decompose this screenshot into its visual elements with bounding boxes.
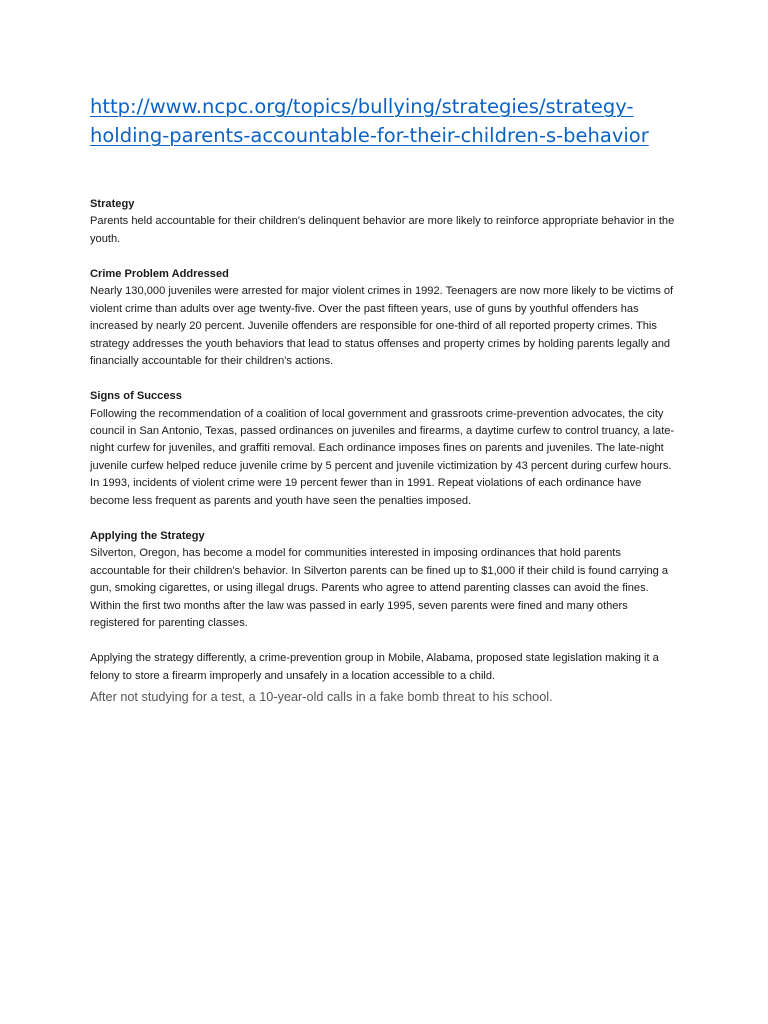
- extra-paragraph: Applying the strategy differently, a crime-prevention group in Mobile, Alabama, proposed state legislation making it a felony to store a firearm improperly and unsafely in a location accessible to a child.: [90, 652, 659, 682]
- section-applying-strategy: [90, 528, 678, 632]
- section-strategy: [90, 196, 678, 248]
- section-signs-of-success: [90, 388, 678, 510]
- section-paragraph: Nearly 130,000 juveniles were arrested for major violent crimes in 1992. Teenagers are now more likely to be victims of violent crime than adults over age twenty-five. Over the past fifteen years, use of guns by youthful offenders has increased by nearly 20 percent. Juvenile offenders are responsible for one-third of all reported property crimes. This strategy addresses the youth behaviors that lead to status offenses and property crimes by holding parents legally and financially accountable for their children's actions.: [90, 285, 674, 368]
- section-paragraph: Parents held accountable for their children's delinquent behavior are more likely to reinforce appropriate behavior in the youth.: [90, 215, 675, 245]
- section-heading: Strategy: [90, 198, 135, 210]
- section-paragraph: Following the recommendation of a coalition of local government and grassroots crime-prevention advocates, the city council in San Antonio, Texas, passed ordinances on juveniles and firearms, a daytime curfew to control truancy, a late-night curfew for juveniles, and graffiti removal. Each ordinance imposes fines on parents and juveniles. The late-night juvenile curfew helped reduce juvenile crime by 5 percent and juvenile victimization by 43 percent during curfew hours. In 1993, incidents of violent crime were 19 percent fewer than in 1991. Repeat violations of each ordinance have become less frequent as parents and youth have seen the penalties imposed.: [90, 407, 675, 507]
- section-crime-problem: [90, 266, 678, 370]
- section-heading: Crime Problem Addressed: [90, 268, 229, 281]
- section-heading: Applying the Strategy: [90, 529, 205, 542]
- section-heading: Signs of Success: [90, 390, 182, 403]
- section-paragraph: Silverton, Oregon, has become a model for communities interested in imposing ordinances that hold parents accountable for their children's behavior. In Silverton parents can be fined up to $1,000 if their child is found carrying a gun, smoking cigarettes, or using illegal drugs. Parents who agree to attend parenting classes can avoid the fines. Within the first two months after the law was passed in early 1995, seven parents were fined and many others registered for parenting classes.: [90, 547, 669, 629]
- article-body: [90, 196, 678, 703]
- source-url-link[interactable]: http://www.ncpc.org/topics/bullying/strategies/strategy-holding-parents-accountable-for-their-children-s-behavior: [90, 95, 649, 147]
- section-extra: [90, 650, 678, 685]
- closing-line: After not studying for a test, a 10-year-old calls in a fake bomb threat to his school.: [90, 690, 553, 704]
